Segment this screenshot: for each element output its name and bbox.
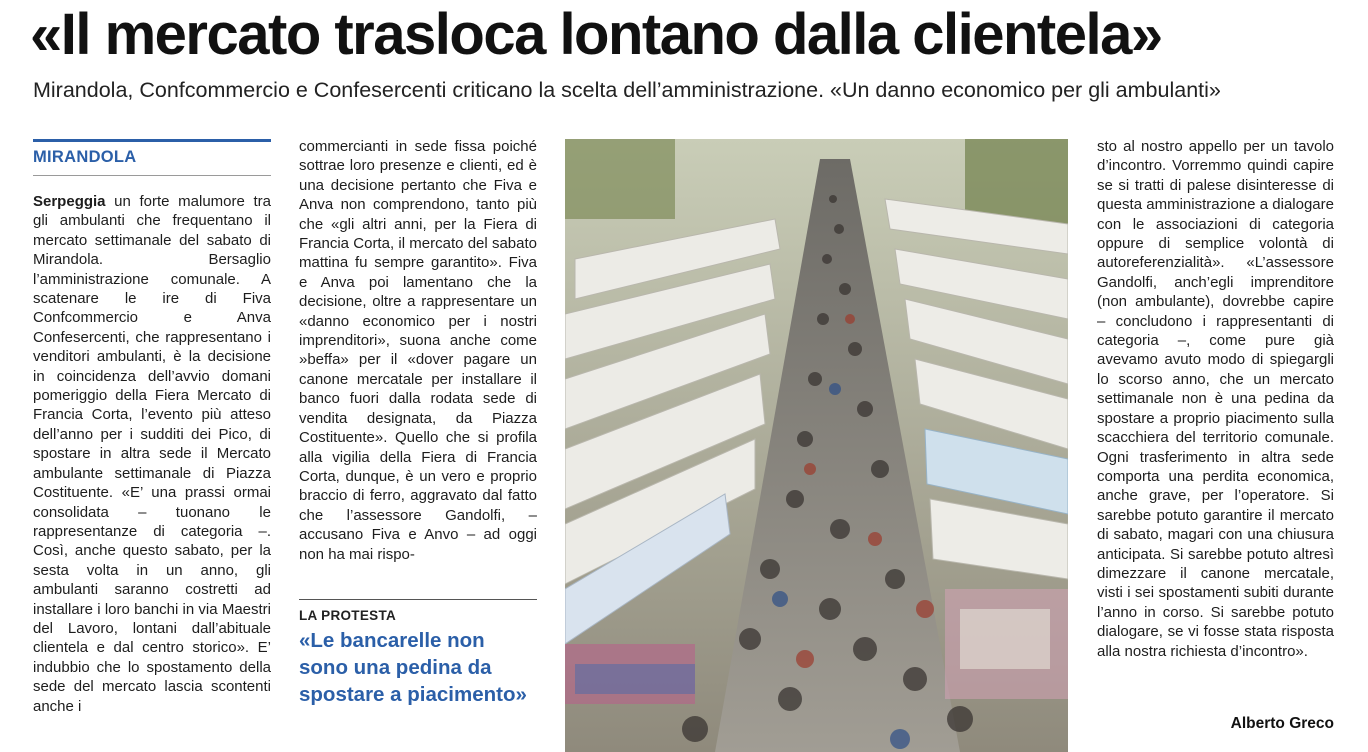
- headline: «Il mercato trasloca lontano dalla clientela»: [30, 2, 1162, 67]
- author-signature: Alberto Greco: [1230, 715, 1334, 732]
- column-4-text: sto al nostro appello per un tavolo d’incontro. Vorremmo quindi capire se si tratti di palese disinteresse di questa amministrazione a dialogare con le associazioni di categoria oppure di semplice volontà di autoreferenzialità». «L’assessore Gandolfi, anch’egli imprenditore (non ambulante), dovrebbe capire – concludono i rappresentanti di categoria –, come pure già avevamo avuto modo di spiegargli lo scorso anno, che un mercato settimanale non è una pedina da spostare a proprio piacimento sulla scacchiera del territorio comunale. Ogni trasferimento in altra sede comporta una perdita economica, anche grave, per l’operatore. Si sarebbe potuto garantire il mercato di sabato, magari con una chiusura anticipata. Si sarebbe potuto altresì dimezzare il canone mercatale, visti i sei spostamenti subiti durante l’anno in corso. Si sarebbe potuto dialogare, se vi fosse stata risposta alla nostra richiesta d’incontro».: [1097, 138, 1334, 660]
- column-1: [33, 192, 271, 716]
- kicker-location: MIRANDOLA: [33, 148, 137, 166]
- column-4: [1097, 137, 1334, 661]
- column-2: [299, 137, 537, 564]
- subtitle: Mirandola, Confcommercio e Confesercenti criticano la scelta dell’amministrazione. «Un danno economico per gli ambulanti»: [33, 78, 1221, 102]
- kicker-divider: [33, 175, 271, 176]
- market-photo-illustration: [565, 139, 1068, 752]
- sidebar-box-title: «Le bancarelle non sono una pedina da spostare a piacimento»: [299, 629, 527, 706]
- sidebar-box-label: LA PROTESTA: [299, 608, 397, 623]
- kicker-bar: [33, 139, 271, 142]
- column-1-text: [33, 192, 271, 716]
- sidebar-box-rule: [299, 599, 537, 600]
- market-photo: [565, 139, 1068, 752]
- lead-word: Serpeggia: [33, 193, 106, 210]
- column-2-text: commercianti in sede fissa poiché sottrae loro presenze e clienti, ed è una decisione pertanto che Fiva e Anva non comprendono, tanto più che «gli altri anni, per la Fiera di Francia Corta, il mercato del sabato mattina fu sempre garantito». Fiva e Anva poi lamentano che la decisione, oltre a rappresentare un «danno economico per i nostri imprenditori», suona anche come »beffa» per il «dover pagare un canone mercatale per installare il banco fuori dalla rodata sede di vendita designata, da Piazza Costituente». Quello che si profila alla vigilia della Fiera di Francia Corta, dunque, è un vero e proprio braccio di ferro, aggravato dal fatto che l’assessore Gandolfi, –accusano Fiva e Anvo – ad oggi non ha mai rispo-: [299, 138, 537, 563]
- column-1-body: un forte malumore tra gli ambulanti che frequentano il mercato settimanale del sabato di Mirandola. Bersaglio l’amministrazione comunale. A scatenare le ire di Fiva Confcommercio e Anva Confesercenti, che rappresentano i venditori ambulanti, è la decisione in coincidenza dell’avvio domani pomeriggio della Fiera Mercato di Francia Corta, l’evento più atteso dell’anno per i sudditi dei Pico, di spostare in altra sede il Mercato ambulante settimanale di Piazza Costituente. «E’ una prassi ormai consolidata – tuonano le rappresentanze di categoria –. Così, anche questo sabato, per la sesta volta in un anno, gli ambulanti saranno costretti ad installare i loro banchi in via Maestri del Lavoro, lontani dall’abituale clientela e dal centro storico». E’ indubbio che lo spostamento della sede del mercato lascia scontenti anche i: [33, 193, 271, 715]
